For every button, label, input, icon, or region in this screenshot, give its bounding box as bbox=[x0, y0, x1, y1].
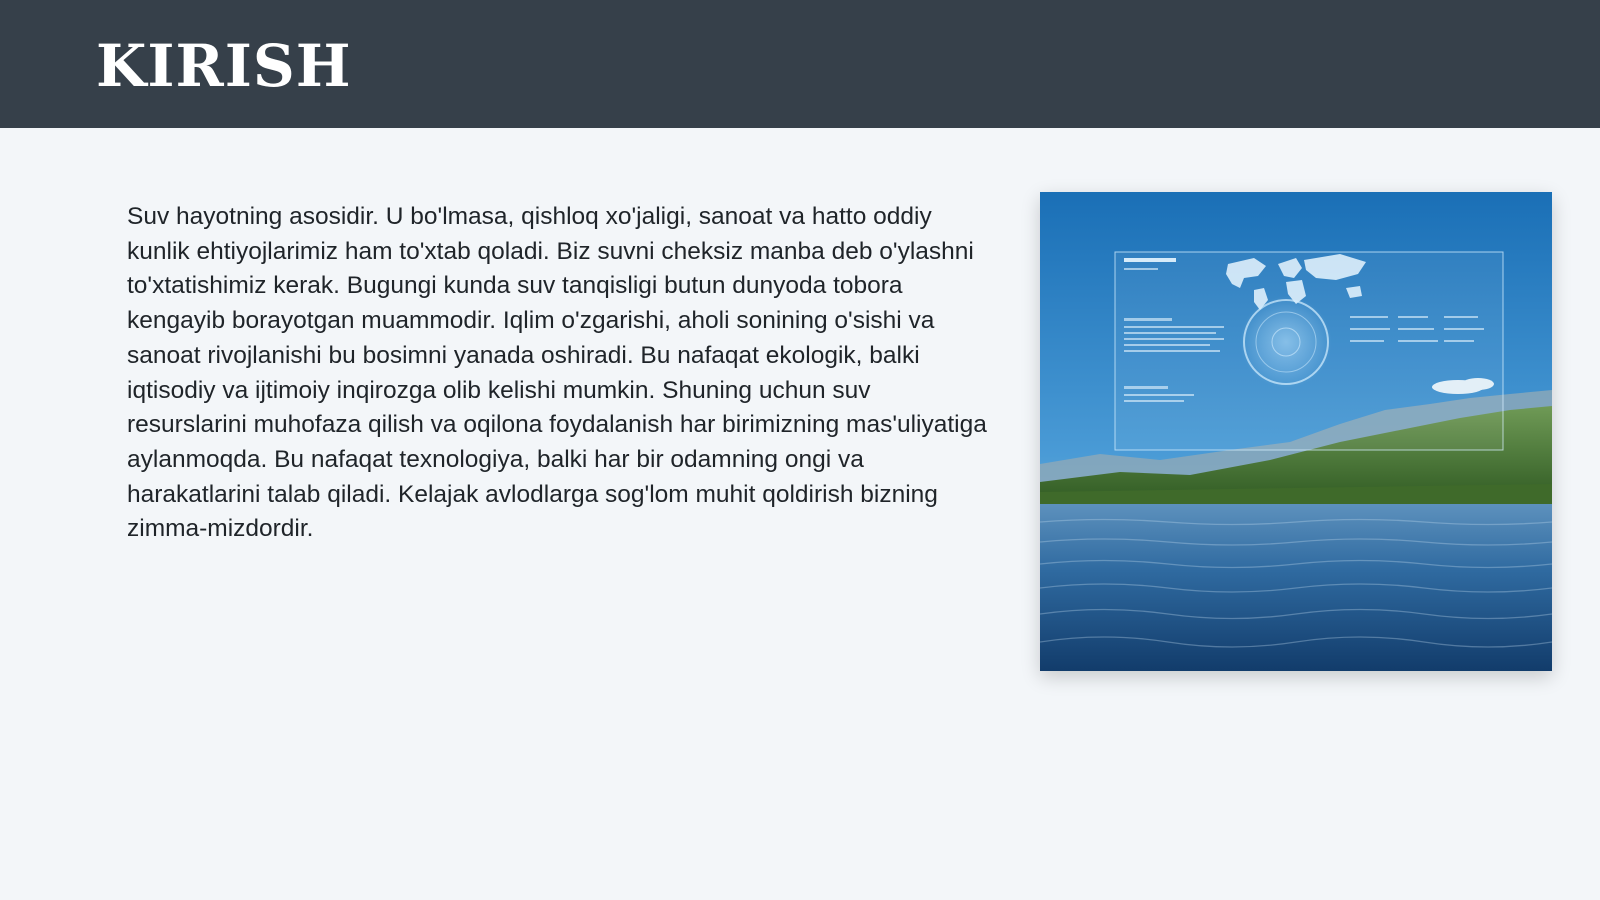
lake-hologram-image bbox=[1040, 192, 1552, 671]
intro-paragraph: Suv hayotning asosidir. U bo'lmasa, qishloq xo'jaligi, sanoat va hatto oddiy kunlik ehtiyojlarimiz ham to'xtab qoladi. Biz suvni cheksiz manba deb o'ylashni to'xtatishimiz kerak. Bugungi kunda suv tanqisligi butun dunyoda tobora kengayib borayotgan muammodir. Iqlim o'zgarishi, aholi sonining o'sishi va sanoat rivojlanishi bu bosimni yanada oshiradi. Bu nafaqat ekologik, balki iqtisodiy va ijtimoiy inqirozga olib kelishi mumkin. Shuning uchun suv resurslarini muhofaza qilish va oqilona foydalanish har birimizning mas'uliyatiga aylanmoqda. Bu nafaqat texnologiya, balki har bir odamning ongi va harakatlarini talab qiladi. Kelajak avlodlarga sog'lom muhit qoldirish bizning zimma-mizdordir. bbox=[127, 203, 987, 543]
slide-title: KIRISH bbox=[96, 32, 352, 100]
title-bar bbox=[0, 0, 1600, 128]
hologram-panel bbox=[1115, 252, 1503, 450]
